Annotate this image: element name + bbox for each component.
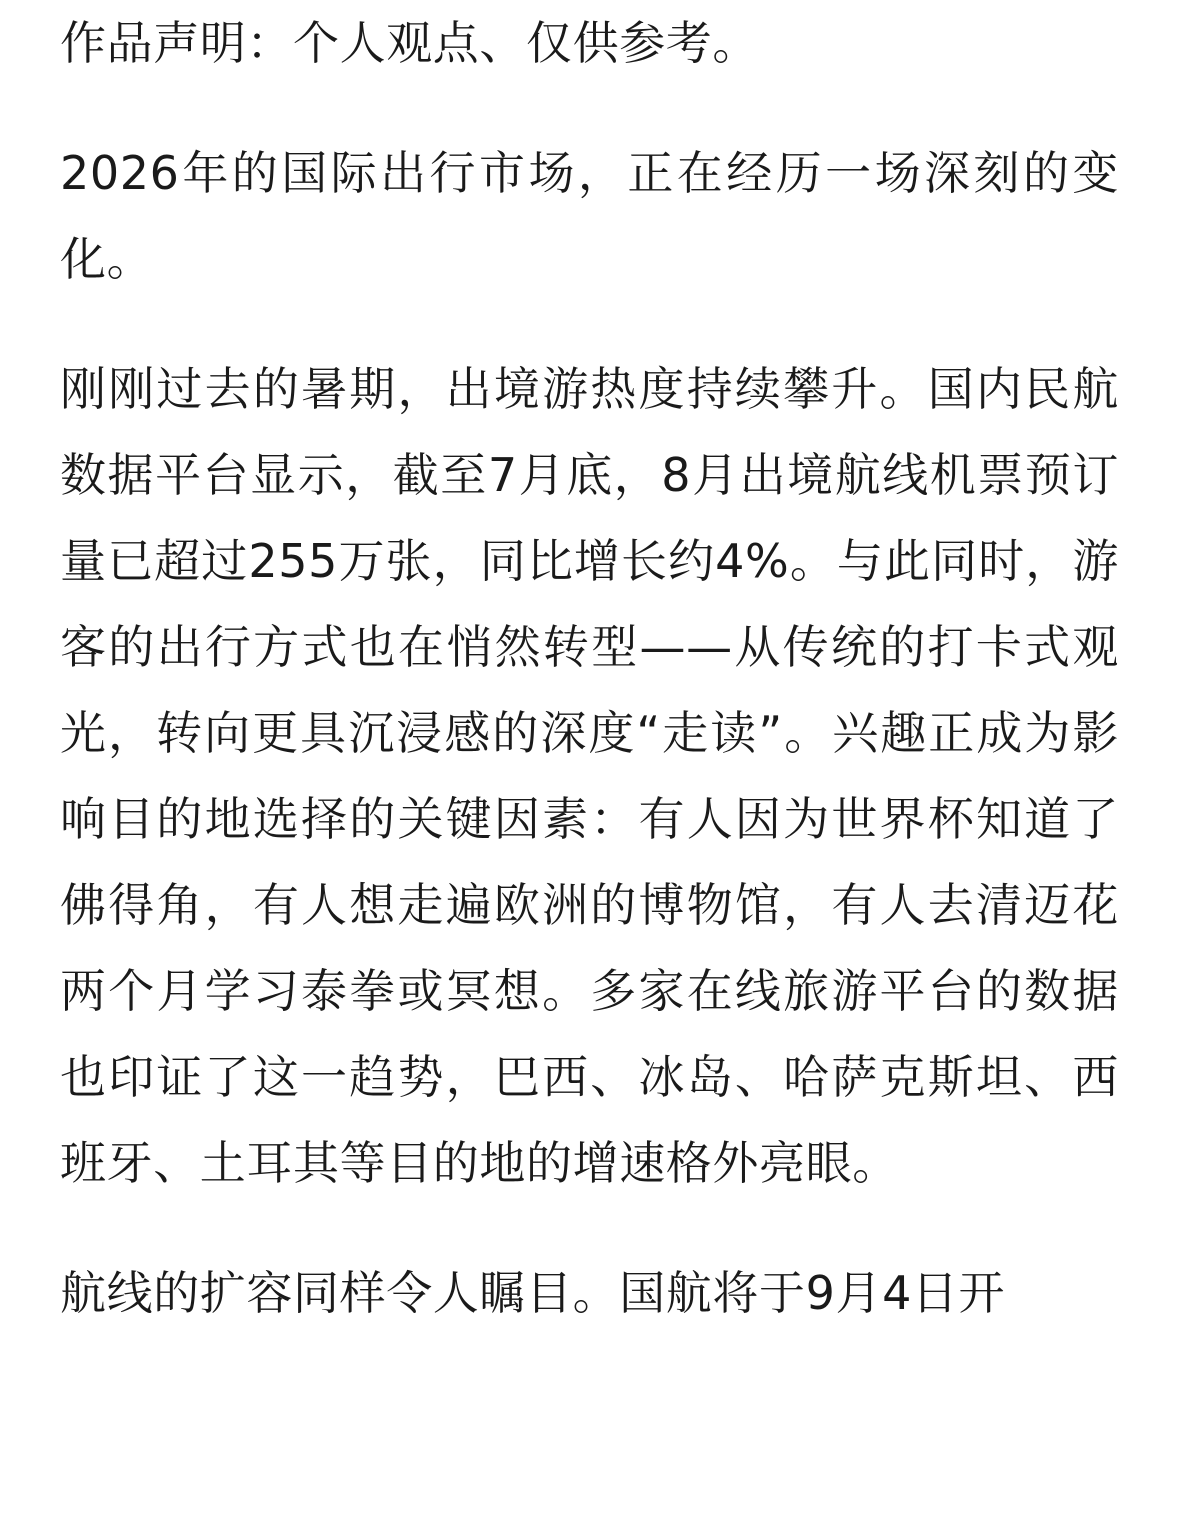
intro-paragraph: 2026年的国际出行市场，正在经历一场深刻的变化。 xyxy=(60,146,1119,286)
route-expansion-paragraph: 航线的扩容同样令人瞩目。国航将于9月4日开 xyxy=(60,1266,1006,1320)
author-statement: 作品声明：个人观点、仅供参考。 xyxy=(60,16,759,70)
summer-travel-paragraph: 刚刚过去的暑期，出境游热度持续攀升。国内民航数据平台显示，截至7月底，8月出境航线机票预订量已超过255万张，同比增长约4%。与此同时，游客的出行方式也在悄然转型——从传统的打卡式观光，转向更具沉浸感的深度“走读”。兴趣正成为影响目的地选择的关键因素：有人因为世界杯知道了佛得角，有人想走遍欧洲的博物馆，有人去清迈花两个月学习泰拳或冥想。多家在线旅游平台的数据也印证了这一趋势，巴西、冰岛、哈萨克斯坦、西班牙、土耳其等目的地的增速格外亮眼。 xyxy=(60,362,1119,1190)
